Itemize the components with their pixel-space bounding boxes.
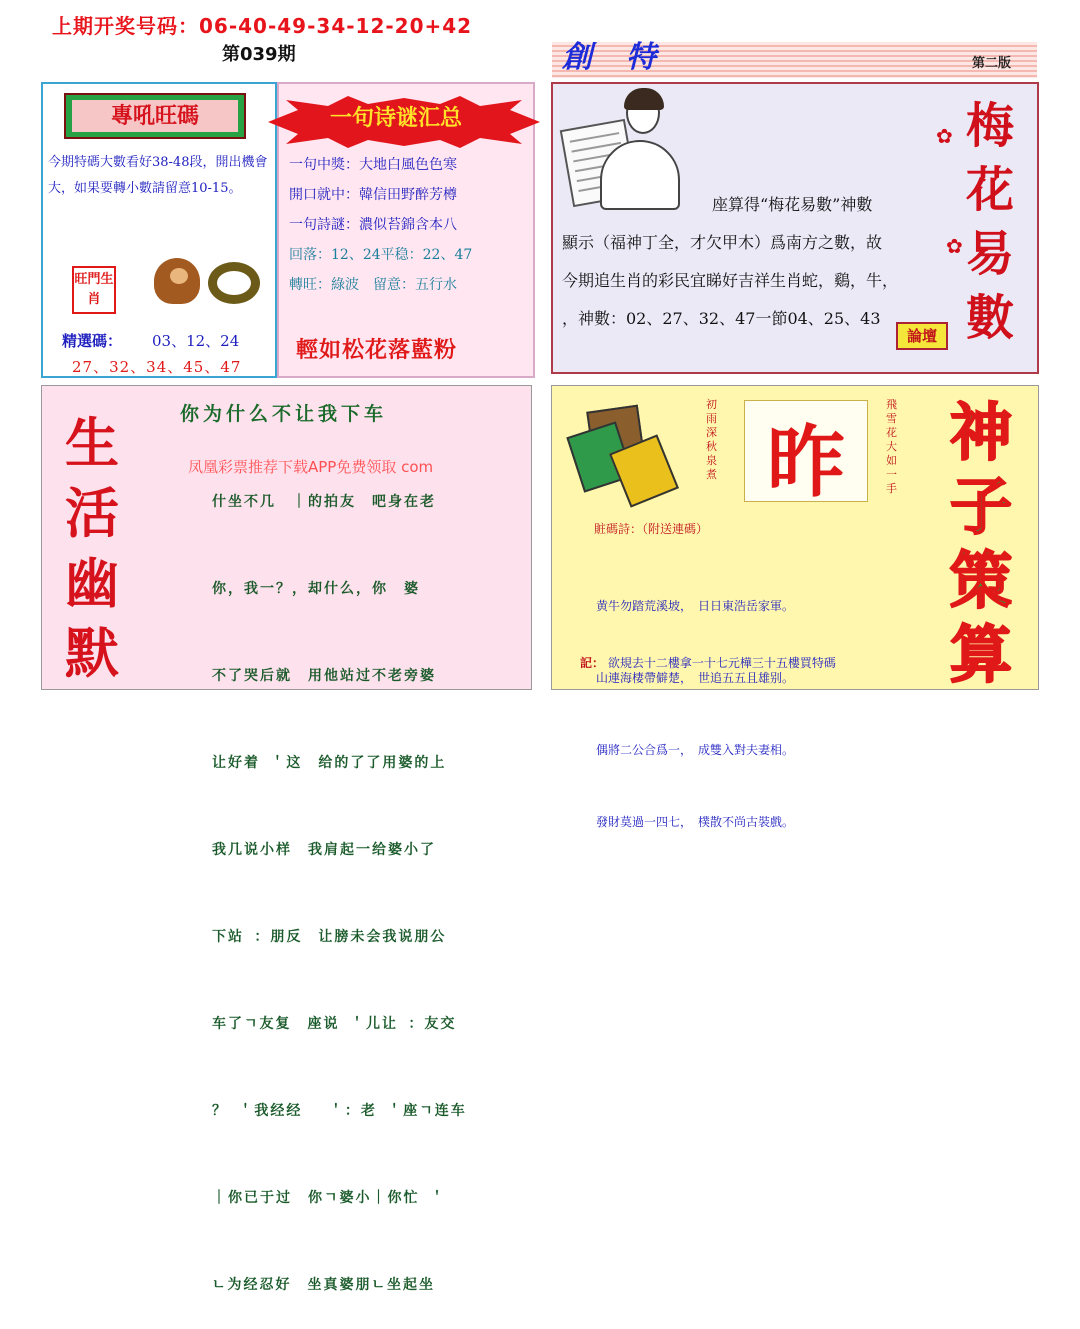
meihua-vertical-title: 梅花易數 (965, 98, 1014, 346)
footer-text: 欲規去十二樓拿一十七元樺三十五樓買特碼 (607, 656, 836, 670)
shenzi-line: 偶將二公合爲一， 成雙入對夫妻相。 (596, 743, 795, 757)
humor-row: 让好着 ＇这 给的了了用婆的上 (212, 755, 447, 771)
issue-number: 第039期 (222, 44, 296, 65)
humor-row: 不了哭后就 用他站过不老旁婆 (212, 668, 436, 684)
watermark-text: 凤凰彩票推荐下载APP免费领取 com (188, 458, 434, 476)
selected-numbers-label: 精選碼： (62, 332, 123, 350)
big-character: 昨 (766, 417, 845, 508)
flower-icon: ✿ (936, 124, 953, 148)
humor-title: 你为什么不让我下车 (180, 403, 388, 425)
poem-riddles-title: 一句诗谜汇总 (329, 105, 462, 131)
humor-row: 你，我一？，却什么，你 婆 (212, 581, 420, 597)
shenzi-line: 山連海棲帶僻楚， 世追五五且雄别。 (596, 671, 795, 685)
poem-riddles-lines (289, 150, 533, 300)
poem-line: 一句詩謎：濃似苔錦含本八 (289, 217, 457, 233)
side-verse-right: 飛雪花大如一手 (886, 398, 897, 495)
humor-row: ｜你已于过 你ㄱ婆小｜你忙 ＇ (212, 1190, 446, 1206)
hot-numbers-title-box (64, 93, 246, 139)
footer-label: 記： (580, 656, 605, 670)
humor-row: 车了ㄱ友复 座说 ＇儿让 ：友交 (212, 1016, 457, 1032)
selected-numbers-line1: 03、12、24 (152, 332, 240, 350)
flower-icon: ✿ (946, 234, 963, 258)
humor-vertical-title: 生活幽默 (65, 411, 119, 685)
snake-icon (208, 262, 260, 304)
humor-text-grid (212, 430, 528, 1329)
meihua-line: 顯示（福神丁全，才欠甲木）爲南方之數，故 (562, 233, 883, 252)
humor-row: 什坐不几 ｜的拍友 吧身在老 (212, 494, 436, 510)
humor-row: ？ ＇我经经 ＇：老 ＇座ㄱ连车 (212, 1103, 467, 1119)
shenzi-footer (580, 654, 836, 671)
humor-row: 我几说小样 我肩起一给婆小了 (212, 842, 436, 858)
poem-label: 賍碼詩：（附送連碼） (594, 522, 709, 536)
hot-numbers-title: 專吼旺碼 (72, 100, 238, 132)
poem-line: 回落：12、24平稳：22、47 (289, 247, 473, 263)
lucky-zodiac-badge: 旺門生肖 (72, 266, 116, 314)
meihua-text (562, 186, 942, 338)
humor-row: 下站 ：朋反 让膀未会我说朋公 (212, 929, 447, 945)
shenzi-vertical-title: 神子策算 (949, 396, 1012, 691)
selected-numbers-line2: 27、32、34、45、47 (72, 358, 242, 376)
forum-badge: 論壇 (896, 322, 948, 350)
banner-title: 創特 (562, 40, 690, 75)
humor-row: ㄴ为经忍好 坐真婆朋ㄴ坐起坐 (212, 1277, 436, 1293)
poem-line: 一句中獎：大地白風色色寒 (289, 157, 457, 173)
poem-riddles-footer: 輕如松花落藍粉 (296, 337, 458, 363)
shenzi-line: 黄牛勿踏荒溪坡， 日日東浩岳家軍。 (596, 599, 795, 613)
meihua-line: 座算得“梅花易數”神數 (712, 195, 873, 214)
monkey-face-icon (170, 268, 188, 284)
hot-numbers-text: 今期特碼大數看好38-48段，開出機會大，如果要轉小數請留意10-15。 (48, 155, 268, 196)
meihua-line: 今期追生肖的彩民宜睇好吉祥生肖蛇，鷄，牛， (562, 271, 899, 290)
shenzi-line: 發財莫過一四七， 樸散不尚古裝戲。 (596, 815, 795, 829)
meihua-line: ，神數：02、27、32、47一節04、25、43 (562, 309, 881, 328)
poem-line: 轉旺：綠波 留意：五行水 (289, 277, 457, 293)
edition-label: 第二版 (972, 56, 1012, 71)
poem-line: 開口就中：韓信田野醉芳樽 (289, 187, 457, 203)
side-verse-left: 初雨深秋泉煮 (706, 398, 717, 481)
last-result-numbers: 上期开奖号码：06-40-49-34-12-20+42 (52, 14, 473, 38)
shenzi-poem-lines (596, 546, 936, 858)
